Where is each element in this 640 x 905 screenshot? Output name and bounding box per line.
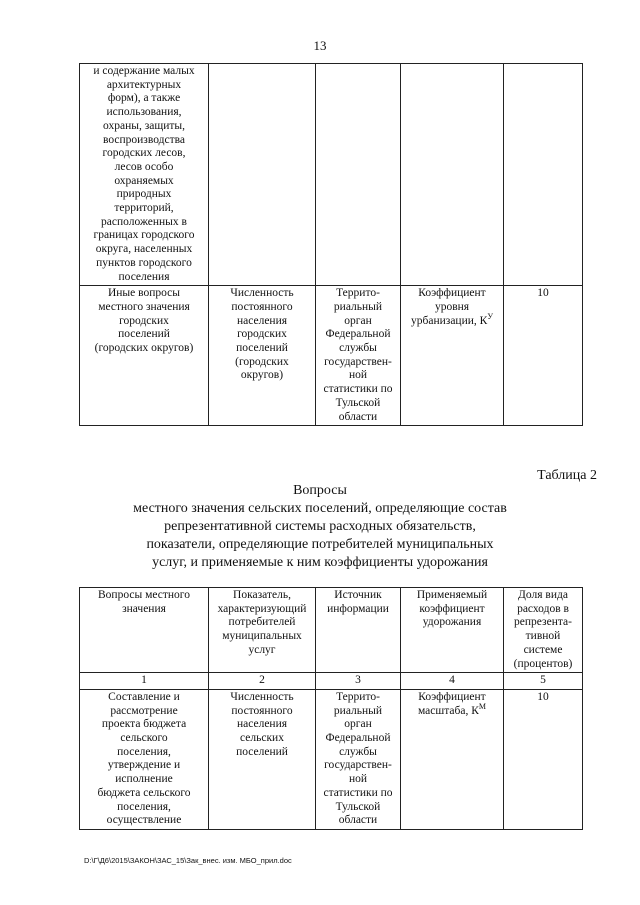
cell-continued-issue: и содержание малых архитектурных форм), а также использования, охраны, защиты, воспроизводства городских лесов, лесов особо охраняемых природных территорий, расположенных в границах городского округа, населенных пунктов городского поселения: [80, 64, 209, 286]
header-cell: Доля вида расходов в репрезента- тивной системе (процентов): [504, 588, 583, 673]
column-number-row: [80, 673, 583, 690]
header-cell: Вопросы местного значения: [80, 588, 209, 673]
cell-indicator: Численность постоянного населения сельских поселений: [209, 689, 316, 829]
title-line: Вопросы: [293, 483, 347, 498]
cell-share: 10: [504, 286, 583, 426]
table-row: [80, 64, 583, 286]
title-line: репрезентативной системы расходных обязательств,: [164, 519, 476, 534]
title-line: местного значения сельских поселений, определяющие состав: [133, 501, 507, 516]
cell-source: Террито- риальный орган Федеральной службы государствен- ной статистики по Тульской области: [316, 286, 401, 426]
table-2: [79, 587, 583, 830]
coefficient-text: Коэффициент масштаба,: [417, 690, 486, 717]
column-number: 2: [209, 673, 316, 690]
file-path-footer: D:\Г\Д6\2015\ЗАКОН\ЗАС_15\Зак_внес. изм. МБО_прил.doc: [84, 856, 292, 865]
coefficient-text: Коэффициент уровня урбанизации,: [411, 287, 486, 327]
cell-coefficient: [401, 689, 504, 829]
cell-continued-source: [316, 64, 401, 286]
cell-issue: Составление и рассмотрение проекта бюджета сельского поселения, утверждение и исполнение бюджета сельского поселения, осуществление: [80, 689, 209, 829]
title-line: показатели, определяющие потребителей муниципальных: [146, 537, 494, 552]
cell-share: 10: [504, 689, 583, 829]
title-line: услуг, и применяемые к ним коэффициенты удорожания: [152, 555, 488, 570]
table-row: [80, 286, 583, 426]
coefficient-superscript: М: [478, 701, 487, 711]
cell-continued-coefficient: [401, 64, 504, 286]
cell-issue: Иные вопросы местного значения городских поселений (городских округов): [80, 286, 209, 426]
column-number: 5: [504, 673, 583, 690]
table-title: [0, 482, 640, 572]
column-number: 3: [316, 673, 401, 690]
column-number: 1: [80, 673, 209, 690]
coefficient-symbol: К: [471, 704, 479, 717]
coefficient-superscript: У: [487, 311, 493, 321]
cell-source: Террито- риальный орган Федеральной службы государствен- ной статистики по Тульской области: [316, 689, 401, 829]
header-cell: Показатель, характеризующий потребителей муниципальных услуг: [209, 588, 316, 673]
cell-indicator: Численность постоянного населения городских поселений (городских округов): [209, 286, 316, 426]
header-cell: Источник информации: [316, 588, 401, 673]
cell-continued-share: [504, 64, 583, 286]
page-number: 13: [313, 38, 327, 53]
table-1-continuation: [79, 63, 583, 426]
table-row: [80, 689, 583, 829]
table-label: Таблица 2: [537, 468, 597, 483]
column-number: 4: [401, 673, 504, 690]
header-row: [80, 588, 583, 673]
coefficient-symbol: К: [479, 314, 488, 327]
cell-coefficient: [401, 286, 504, 426]
cell-continued-indicator: [209, 64, 316, 286]
header-cell: Применяемый коэффициент удорожания: [401, 588, 504, 673]
